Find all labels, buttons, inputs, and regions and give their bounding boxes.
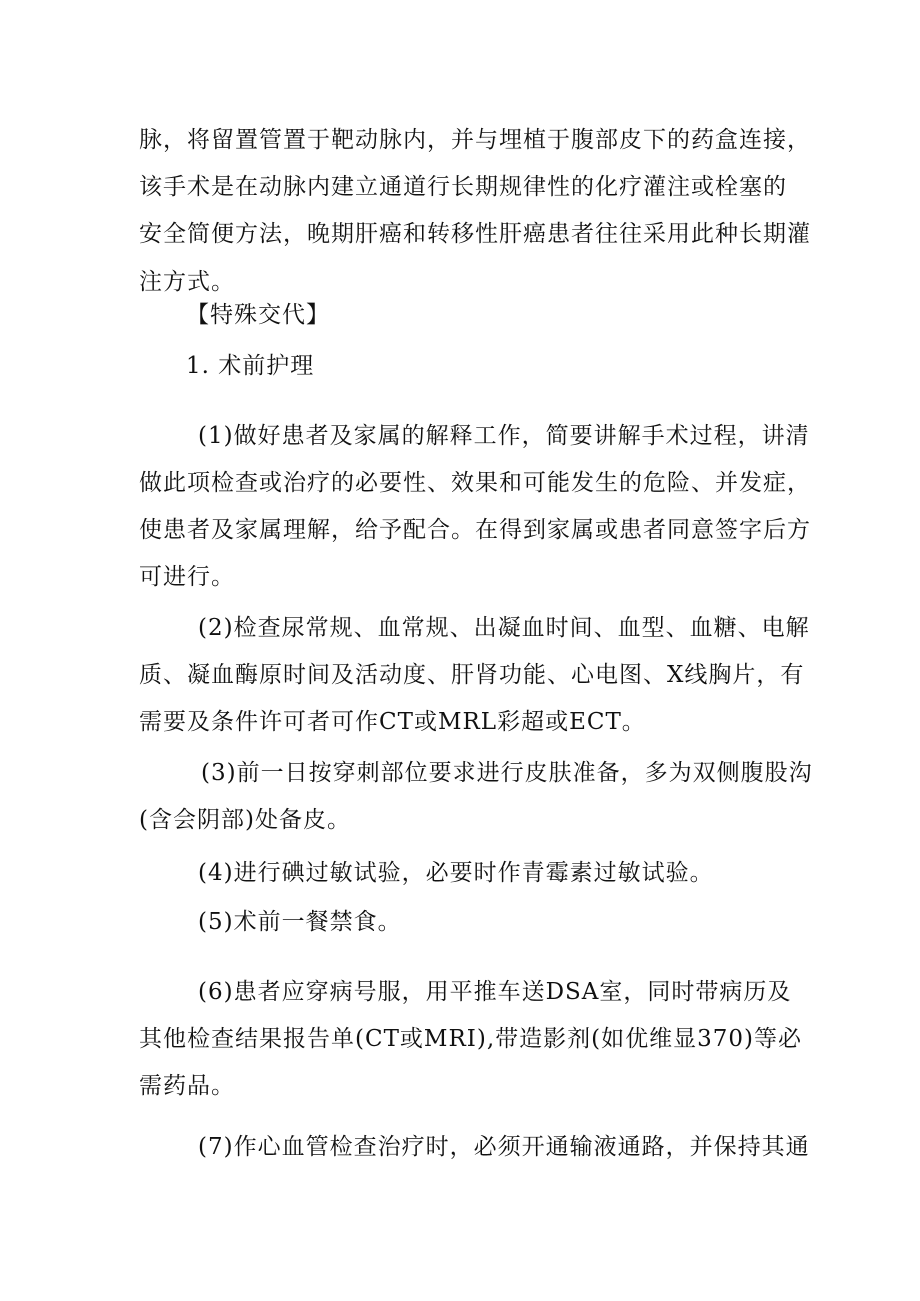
intro-line-1: 脉，将留置管置于靶动脉内，并与埋植于腹部皮下的药盒连接， bbox=[139, 127, 811, 153]
item-3-line-2: (含会阴部)处备皮。 bbox=[139, 807, 351, 833]
item-6-line-2: 其他检查结果报告单(CT或MRI),带造影剂(如优维显370)等必 bbox=[139, 1026, 802, 1052]
item-3-line-1: (3)前一日按穿刺部位要求进行皮肤准备，多为双侧腹股沟 bbox=[201, 760, 813, 786]
item-6-line-1: (6)患者应穿病号服，用平推车送DSA室，同时带病历及 bbox=[198, 979, 792, 1005]
intro-line-4: 注方式。 bbox=[139, 269, 235, 295]
item-1-line-4: 可进行。 bbox=[139, 564, 235, 590]
item-6-line-3: 需药品。 bbox=[139, 1073, 235, 1099]
subsection-heading: 1. 术前护理 bbox=[186, 353, 315, 379]
intro-line-3: 安全简便方法，晚期肝癌和转移性肝癌患者往往采用此种长期灌 bbox=[139, 221, 811, 247]
item-2-line-1: (2)检查尿常规、血常规、出凝血时间、血型、血糖、电解 bbox=[198, 615, 810, 641]
item-1-line-1: (1)做好患者及家属的解释工作，简要讲解手术过程，讲清 bbox=[198, 423, 810, 449]
intro-line-2: 该手术是在动脉内建立通道行长期规律性的化疗灌注或栓塞的 bbox=[139, 174, 787, 200]
item-2-line-3: 需要及条件许可者可作CT或MRL彩超或ECT。 bbox=[139, 709, 646, 735]
item-7-line-1: (7)作心血管检查治疗时，必须开通输液通路，并保持其通 bbox=[198, 1134, 810, 1160]
item-2-line-2: 质、凝血酶原时间及活动度、肝肾功能、心电图、X线胸片，有 bbox=[139, 662, 805, 688]
item-1-line-3: 使患者及家属理解，给予配合。在得到家属或患者同意签字后方 bbox=[139, 517, 811, 543]
section-heading: 【特殊交代】 bbox=[186, 302, 330, 328]
item-5-line-1: (5)术前一餐禁食。 bbox=[198, 909, 402, 935]
item-1-line-2: 做此项检查或治疗的必要性、效果和可能发生的危险、并发症， bbox=[139, 470, 811, 496]
item-4-line-1: (4)进行碘过敏试验，必要时作青霉素过敏试验。 bbox=[198, 860, 714, 886]
